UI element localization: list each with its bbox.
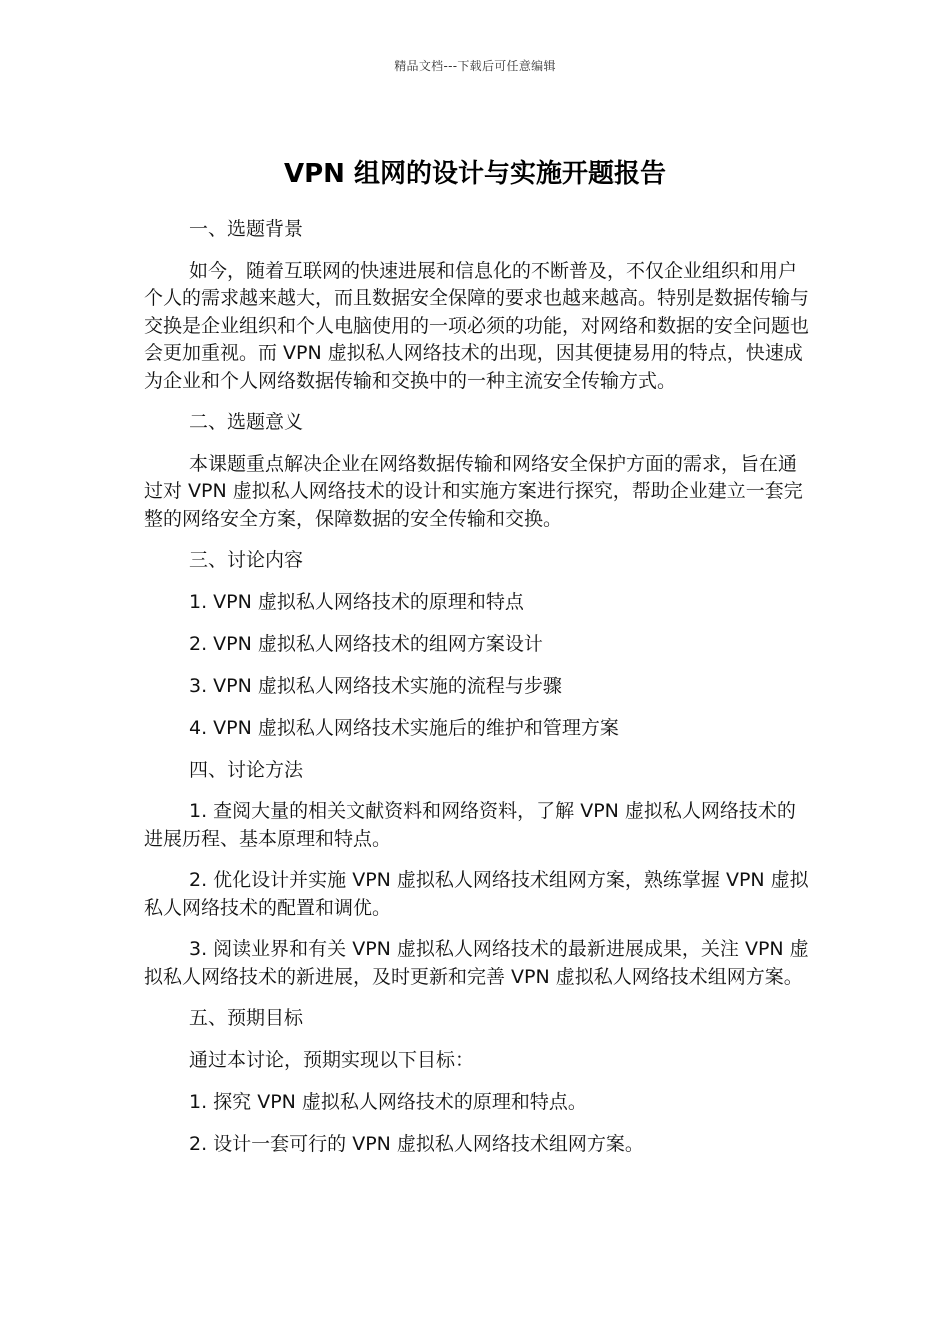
significance-paragraph: 本课题重点解决企业在网络数据传输和网络安全保护方面的需求，旨在通过对 VPN 虚拟私人网络技术的设计和实施方案进行探究，帮助企业建立一套完整的网络安全方案，保障数据的安全传输和交换。 xyxy=(144,452,803,530)
goals-intro: 通过本讨论，预期实现以下目标： xyxy=(189,1048,475,1071)
goals-list-item: 2. 设计一套可行的 VPN 虚拟私人网络技术组网方案。 xyxy=(189,1132,644,1155)
section-heading-methods: 四、讨论方法 xyxy=(189,758,304,781)
methods-list-item: 3. 阅读业界和有关 VPN 虚拟私人网络技术的最新进展成果，关注 VPN 虚拟私人网络技术的新进展，及时更新和完善 VPN 虚拟私人网络技术组网方案。 xyxy=(144,938,809,988)
goals-list-item: 1. 探究 VPN 虚拟私人网络技术的原理和特点。 xyxy=(189,1090,587,1113)
content-list-item: 4. VPN 虚拟私人网络技术实施后的维护和管理方案 xyxy=(189,716,619,739)
content-list-item: 1. VPN 虚拟私人网络技术的原理和特点 xyxy=(189,590,524,613)
content-list-item: 3. VPN 虚拟私人网络技术实施的流程与步骤 xyxy=(189,674,562,697)
section-heading-background: 一、选题背景 xyxy=(189,218,304,240)
content-list-item: 2. VPN 虚拟私人网络技术的组网方案设计 xyxy=(189,632,543,655)
section-heading-significance: 二、选题意义 xyxy=(189,411,304,433)
background-paragraph: 如今，随着互联网的快速进展和信息化的不断普及，不仅企业组织和用户个人的需求越来越大，而且数据安全保障的要求也越来越高。特别是数据传输与交换是企业组织和个人电脑使用的一项必须的功能，对网络和数据的安全问题也会更加重视。而 VPN 虚拟私人网络技术的出现，因其便捷易用的特点，快速成为企业和个人网络数据传输和交换中的一种主流安全传输方式。 xyxy=(144,259,810,392)
methods-list-item: 1. 查阅大量的相关文献资料和网络资料，了解 VPN 虚拟私人网络技术的进展历程、基本原理和特点。 xyxy=(144,800,796,850)
methods-list-item: 2. 优化设计并实施 VPN 虚拟私人网络技术组网方案，熟练掌握 VPN 虚拟私人网络技术的配置和调优。 xyxy=(144,869,809,919)
document-body xyxy=(144,216,809,1173)
section-heading-goals: 五、预期目标 xyxy=(189,1007,304,1029)
section-heading-content: 三、讨论内容 xyxy=(189,549,304,571)
page-header: 精品文档---下载后可任意编辑 xyxy=(394,59,556,73)
document-title: VPN 组网的设计与实施开题报告 xyxy=(284,159,666,190)
